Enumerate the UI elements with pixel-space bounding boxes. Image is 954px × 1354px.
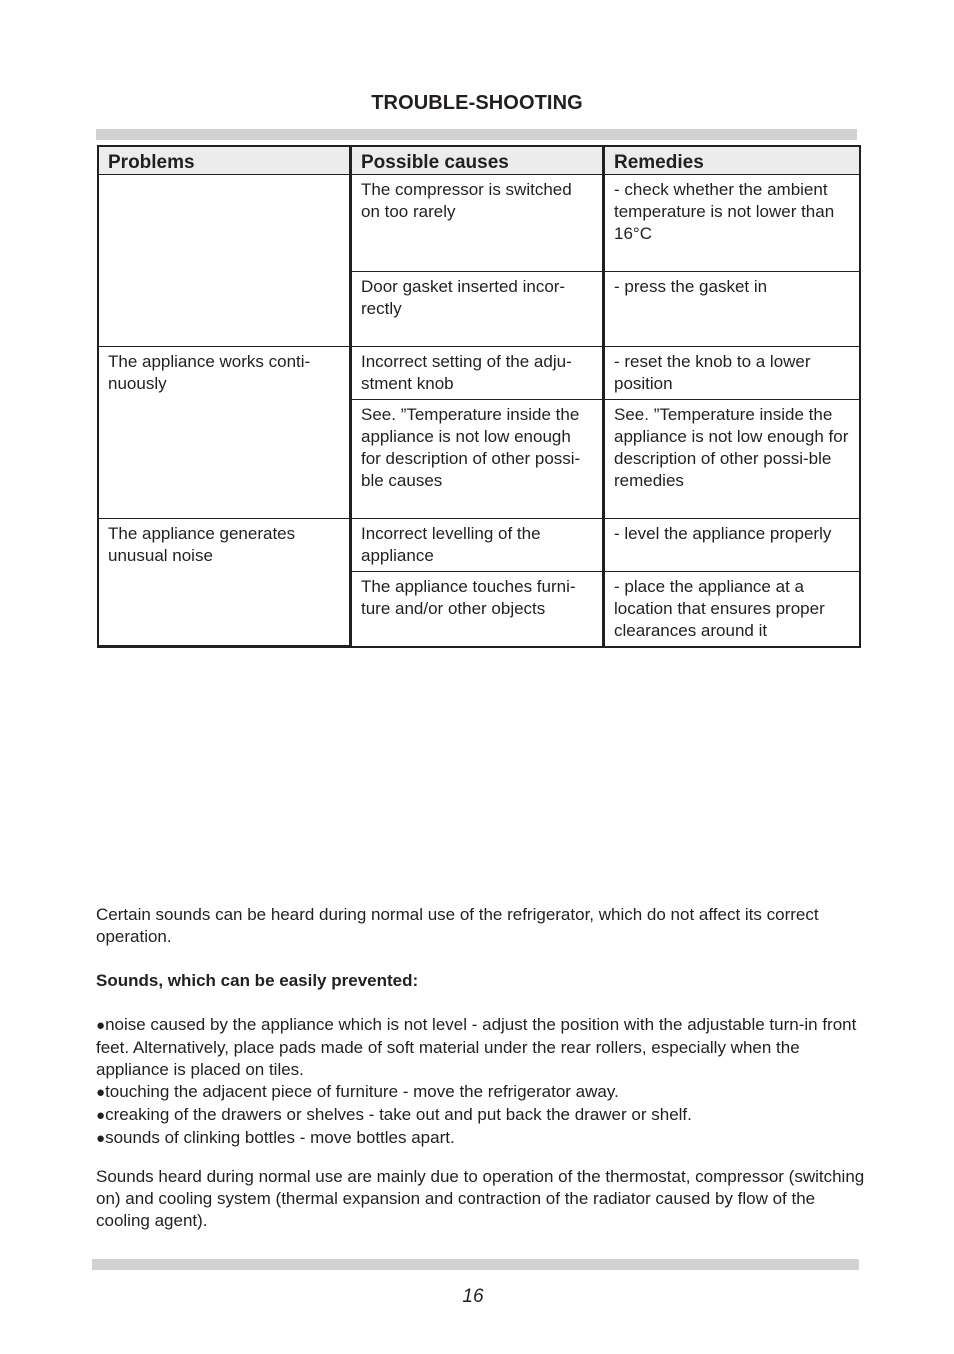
table-header-row (99, 147, 859, 175)
bottom-divider (92, 1259, 859, 1270)
cause-cell: The appliance touches furni-ture and/or other objects (352, 572, 605, 646)
remedy-cell: - check whether the ambient temperature is not lower than 16°C (605, 175, 859, 272)
header-possible-causes: Possible causes (352, 147, 605, 175)
remedy-cell: - press the gasket in (605, 272, 859, 347)
sounds-intro: Certain sounds can be heard during normal use of the refrigerator, which do not affect its correct operation. (96, 905, 819, 946)
bullet-icon: ● (96, 1107, 106, 1124)
sounds-heading: Sounds, which can be easily prevented: (96, 971, 419, 990)
table-row (99, 347, 859, 400)
list-item-text: noise caused by the appliance which is not level - adjust the position with the adjustable turn-in front feet. Alternatively, place pads made of soft material under the rear rollers, especially when the appliance is placed on tiles. (96, 1015, 857, 1079)
header-problems: Problems (99, 147, 352, 175)
troubleshooting-table (97, 145, 861, 648)
cause-cell: Door gasket inserted incor-rectly (352, 272, 605, 347)
list-item-text: sounds of clinking bottles - move bottles apart. (105, 1128, 455, 1147)
problem-cell: The appliance generates unusual noise (99, 519, 352, 646)
cause-cell: The compressor is switched on too rarely (352, 175, 605, 272)
list-item (96, 1127, 866, 1150)
problem-cell (99, 175, 352, 347)
table-row (99, 519, 859, 572)
list-item (96, 1104, 866, 1127)
list-item-text: touching the adjacent piece of furniture - move the refrigerator away. (105, 1082, 619, 1101)
table-row (99, 175, 859, 272)
sounds-closing: Sounds heard during normal use are mainly due to operation of the thermostat, compressor (switching on) and cooling system (thermal expansion and contraction of the radiator caused by flow of the cooling agent). (96, 1167, 865, 1230)
remedy-cell: - level the appliance properly (605, 519, 859, 572)
cause-cell: See. ”Temperature inside the appliance is not low enough for description of other possi-ble causes (352, 400, 605, 519)
bullet-icon: ● (96, 1084, 106, 1101)
remedy-cell: See. ”Temperature inside the appliance is not low enough for description of other possi-ble remedies (605, 400, 859, 519)
bullet-icon: ● (96, 1130, 106, 1147)
cause-cell: Incorrect setting of the adju-stment knob (352, 347, 605, 400)
page-number: 16 (462, 1286, 484, 1307)
list-item-text: creaking of the drawers or shelves - take out and put back the drawer or shelf. (105, 1105, 692, 1124)
list-item (96, 1081, 866, 1104)
remedy-cell: - place the appliance at a location that ensures proper clearances around it (614, 577, 825, 640)
top-divider (96, 129, 857, 140)
sounds-list (96, 1014, 866, 1150)
remedy-cell: - reset the knob to a lower position (605, 347, 859, 400)
header-remedies: Remedies (605, 147, 859, 175)
cause-cell: Incorrect levelling of the appliance (352, 519, 605, 572)
page-title: TROUBLE-SHOOTING (371, 92, 583, 114)
problem-cell: The appliance works conti-nuously (99, 347, 352, 519)
list-item (96, 1014, 866, 1081)
bullet-icon: ● (96, 1017, 106, 1034)
